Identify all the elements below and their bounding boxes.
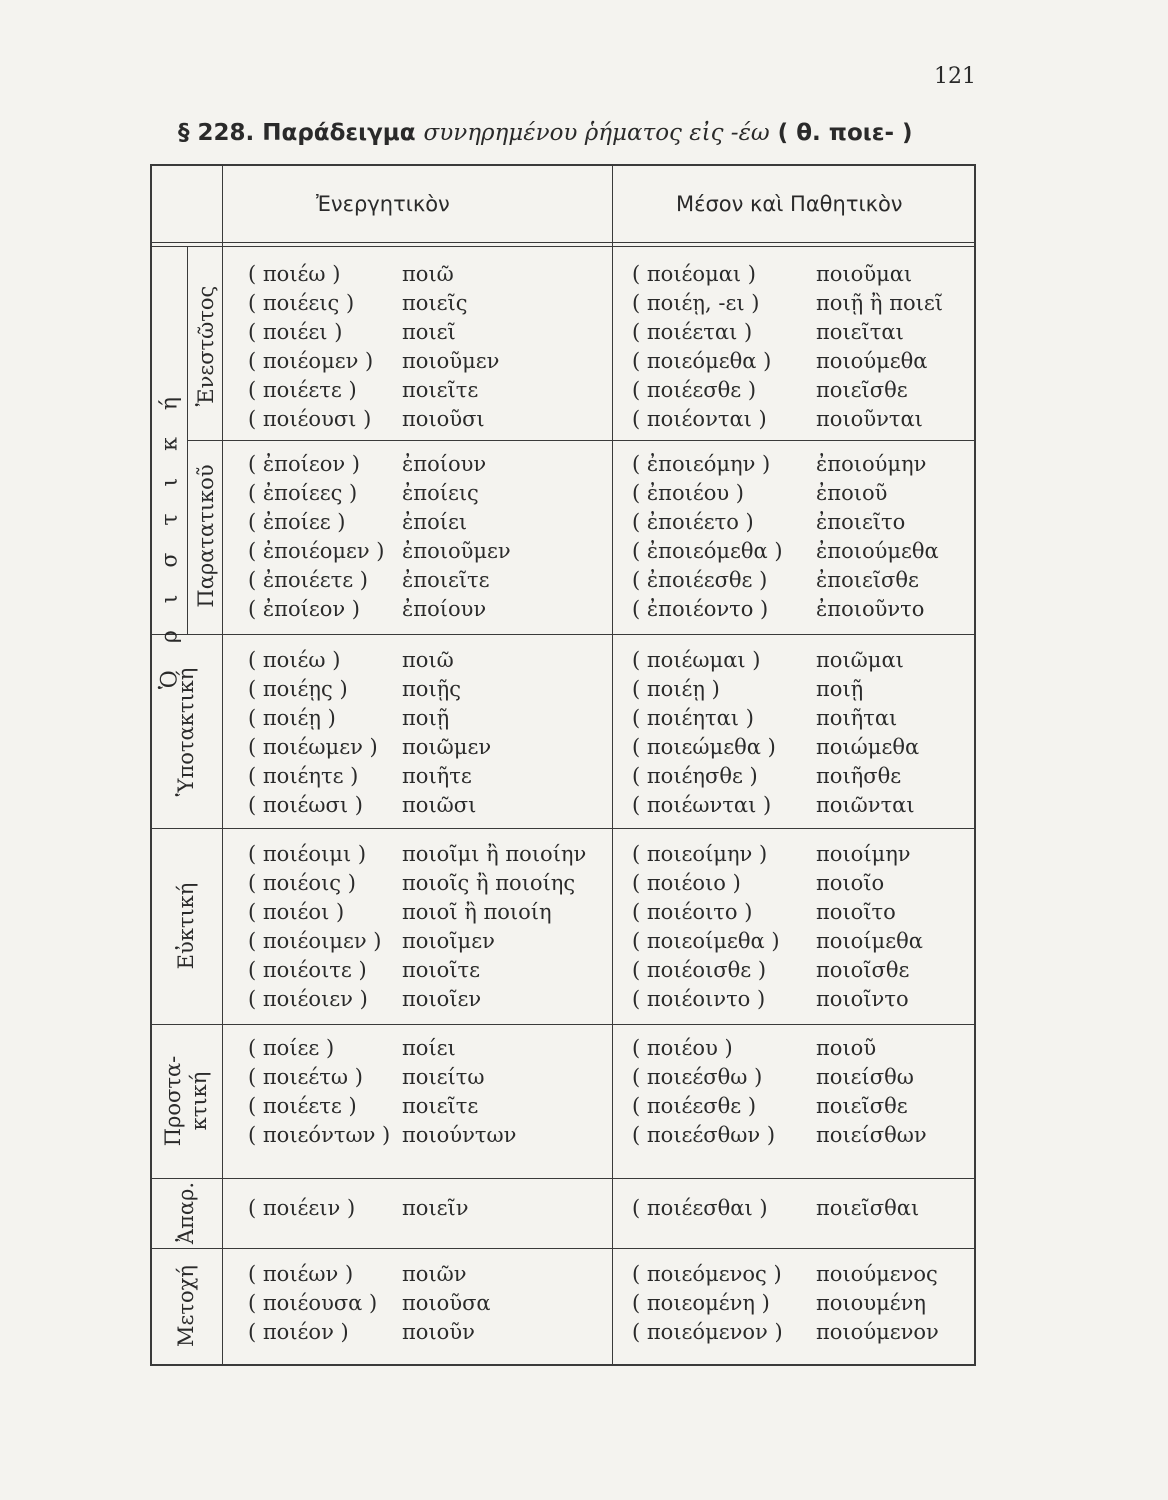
- metoche-active-row3-uncontracted: ( ποιέον ): [248, 1320, 349, 1344]
- enestotos-middle-row1-contracted: ποιοῦμαι: [816, 262, 913, 286]
- label-metoche: Μετοχή: [174, 1265, 198, 1347]
- paratatikou-active-row1-contracted: ἐποίουν: [402, 452, 487, 476]
- euktike-middle-row4-contracted: ποιοίμεθα: [816, 929, 923, 953]
- euktike-middle-row1-uncontracted: ( ποιεοίμην ): [632, 842, 768, 866]
- label-aparemfatos: Ἀπαρ.: [174, 1181, 198, 1245]
- aparemfatos-middle-row1-uncontracted: ( ποιέεσθαι ): [632, 1196, 768, 1220]
- euktike-active-row5-contracted: ποιοῖτε: [402, 958, 481, 982]
- prostaktike-middle-row1-uncontracted: ( ποιέου ): [632, 1036, 733, 1060]
- paratatikou-middle-row3-contracted: ἐποιεῖτο: [816, 510, 906, 534]
- prostaktike-middle-row3-uncontracted: ( ποιέεσθε ): [632, 1094, 757, 1118]
- label-paratatikou: Παρατατικοῦ: [194, 464, 218, 608]
- paratatikou-active-row2-uncontracted: ( ἐποίεες ): [248, 481, 358, 505]
- ypotaktike-active-row6-uncontracted: ( ποιέωσι ): [248, 793, 363, 817]
- paratatikou-middle-row5-contracted: ἐποιεῖσθε: [816, 568, 919, 592]
- metoche-active-row1-contracted: ποιῶν: [402, 1262, 467, 1286]
- euktike-active-row1-contracted: ποιοῖμι ἢ ποιοίην: [402, 842, 587, 866]
- metoche-active-row1-uncontracted: ( ποιέων ): [248, 1262, 354, 1286]
- enestotos-active-row6-contracted: ποιοῦσι: [402, 407, 485, 431]
- euktike-middle-row2-contracted: ποιοῖο: [816, 871, 885, 895]
- prostaktike-active-row1-uncontracted: ( ποίεε ): [248, 1036, 335, 1060]
- prostaktike-middle-row4-uncontracted: ( ποιεέσθων ): [632, 1123, 776, 1147]
- paratatikou-active-row5-contracted: ἐποιεῖτε: [402, 568, 490, 592]
- ypotaktike-active-row2-contracted: ποιῇς: [402, 677, 462, 701]
- paratatikou-active-row3-contracted: ἐποίει: [402, 510, 468, 534]
- prostaktike-active-row2-contracted: ποιείτω: [402, 1065, 485, 1089]
- ypotaktike-active-row3-contracted: ποιῇ: [402, 706, 450, 730]
- enestotos-middle-row3-contracted: ποιεῖται: [816, 320, 904, 344]
- ypotaktike-middle-row4-uncontracted: ( ποιεώμεθα ): [632, 735, 776, 759]
- euktike-active-row6-contracted: ποιοῖεν: [402, 987, 482, 1011]
- metoche-middle-row2-contracted: ποιουμένη: [816, 1291, 926, 1315]
- prostaktike-active-row3-contracted: ποιεῖτε: [402, 1094, 479, 1118]
- enestotos-active-row5-contracted: ποιεῖτε: [402, 378, 479, 402]
- paratatikou-middle-row2-uncontracted: ( ἐποιέου ): [632, 481, 744, 505]
- paratatikou-active-row4-contracted: ἐποιοῦμεν: [402, 539, 511, 563]
- rule-label-data: [222, 166, 223, 1364]
- ypotaktike-middle-row5-contracted: ποιῆσθε: [816, 764, 902, 788]
- heading-italic: συνηρημένου ῥήματος εἰς -έω: [423, 120, 770, 146]
- prostaktike-active-row4-uncontracted: ( ποιεόντων ): [248, 1123, 391, 1147]
- euktike-active-row3-contracted: ποιοῖ ἢ ποιοίη: [402, 900, 552, 924]
- label-prostaktike: [160, 1056, 212, 1147]
- euktike-active-row2-contracted: ποιοῖς ἢ ποιοίης: [402, 871, 576, 895]
- enestotos-active-row5-uncontracted: ( ποιέετε ): [248, 378, 357, 402]
- paratatikou-middle-row5-uncontracted: ( ἐποιέεσθε ): [632, 568, 768, 592]
- prostaktike-middle-row2-contracted: ποιείσθω: [816, 1065, 914, 1089]
- ypotaktike-active-row4-contracted: ποιῶμεν: [402, 735, 492, 759]
- metoche-active-row2-uncontracted: ( ποιέουσα ): [248, 1291, 378, 1315]
- header-rule-2: [152, 246, 974, 247]
- metoche-middle-row1-uncontracted: ( ποιεόμενος ): [632, 1262, 782, 1286]
- euktike-active-row2-uncontracted: ( ποιέοις ): [248, 871, 356, 895]
- heading-suffix: ( θ. ποιε- ): [769, 120, 913, 146]
- column-header-active: Ἐνεργητικὸν: [316, 192, 450, 216]
- euktike-active-row6-uncontracted: ( ποιέοιεν ): [248, 987, 368, 1011]
- ypotaktike-middle-row6-contracted: ποιῶνται: [816, 793, 915, 817]
- paratatikou-active-row6-uncontracted: ( ἐποίεον ): [248, 597, 360, 621]
- enestotos-active-row1-contracted: ποιῶ: [402, 262, 454, 286]
- ypotaktike-active-row4-uncontracted: ( ποιέωμεν ): [248, 735, 378, 759]
- prostaktike-middle-row3-contracted: ποιεῖσθε: [816, 1094, 908, 1118]
- prostaktike-active-row2-uncontracted: ( ποιεέτω ): [248, 1065, 363, 1089]
- enestotos-middle-row2-contracted: ποιῇ ἢ ποιεῖ: [816, 291, 943, 315]
- ypotaktike-middle-row1-contracted: ποιῶμαι: [816, 648, 904, 672]
- aparemfatos-active-row1-uncontracted: ( ποιέειν ): [248, 1196, 356, 1220]
- paratatikou-active-row6-contracted: ἐποίουν: [402, 597, 487, 621]
- ypotaktike-middle-row2-contracted: ποιῇ: [816, 677, 864, 701]
- conjugation-table: [150, 164, 976, 1366]
- paratatikou-middle-row1-contracted: ἐποιούμην: [816, 452, 927, 476]
- enestotos-active-row2-contracted: ποιεῖς: [402, 291, 468, 315]
- ypotaktike-middle-row5-uncontracted: ( ποιέησθε ): [632, 764, 758, 788]
- enestotos-middle-row3-uncontracted: ( ποιέεται ): [632, 320, 753, 344]
- ypotaktike-middle-row6-uncontracted: ( ποιέωνται ): [632, 793, 772, 817]
- enestotos-middle-row6-uncontracted: ( ποιέονται ): [632, 407, 767, 431]
- paratatikou-middle-row6-contracted: ἐποιοῦντο: [816, 597, 925, 621]
- label-ypotaktike: Ὑποτακτική: [174, 667, 198, 797]
- aparemfatos-active-row1-contracted: ποιεῖν: [402, 1196, 469, 1220]
- ypotaktike-middle-row1-uncontracted: ( ποιέωμαι ): [632, 648, 761, 672]
- euktike-middle-row6-contracted: ποιοῖντο: [816, 987, 909, 1011]
- paratatikou-active-row3-uncontracted: ( ἐποίεε ): [248, 510, 346, 534]
- enestotos-middle-row5-uncontracted: ( ποιέεσθε ): [632, 378, 757, 402]
- ypotaktike-active-row1-uncontracted: ( ποιέω ): [248, 648, 341, 672]
- enestotos-middle-row5-contracted: ποιεῖσθε: [816, 378, 908, 402]
- euktike-middle-row4-uncontracted: ( ποιεοίμεθα ): [632, 929, 780, 953]
- metoche-active-row2-contracted: ποιοῦσα: [402, 1291, 491, 1315]
- paratatikou-middle-row4-contracted: ἐποιούμεθα: [816, 539, 939, 563]
- enestotos-middle-row2-uncontracted: ( ποιέῃ, -ει ): [632, 291, 760, 315]
- ypotaktike-middle-row2-uncontracted: ( ποιέῃ ): [632, 677, 720, 701]
- enestotos-middle-row4-uncontracted: ( ποιεόμεθα ): [632, 349, 772, 373]
- paratatikou-active-row4-uncontracted: ( ἐποιέομεν ): [248, 539, 385, 563]
- euktike-middle-row5-uncontracted: ( ποιέοισθε ): [632, 958, 767, 982]
- metoche-middle-row3-uncontracted: ( ποιεόμενον ): [632, 1320, 783, 1344]
- metoche-middle-row1-contracted: ποιούμενος: [816, 1262, 938, 1286]
- euktike-middle-row1-contracted: ποιοίμην: [816, 842, 911, 866]
- prostaktike-middle-row4-contracted: ποιείσθων: [816, 1123, 927, 1147]
- paratatikou-middle-row1-uncontracted: ( ἐποιεόμην ): [632, 452, 771, 476]
- enestotos-active-row4-contracted: ποιοῦμεν: [402, 349, 500, 373]
- ypotaktike-active-row2-uncontracted: ( ποιέῃς ): [248, 677, 348, 701]
- paratatikou-active-row2-contracted: ἐποίεις: [402, 481, 479, 505]
- page-number: 121: [934, 64, 976, 89]
- label-enestotos: Ἐνεστῶτος: [194, 285, 218, 407]
- metoche-middle-row3-contracted: ποιούμενον: [816, 1320, 939, 1344]
- rule-after-oristike: [152, 634, 974, 635]
- ypotaktike-middle-row4-contracted: ποιώμεθα: [816, 735, 920, 759]
- ypotaktike-active-row3-uncontracted: ( ποιέῃ ): [248, 706, 336, 730]
- prostaktike-middle-row1-contracted: ποιοῦ: [816, 1036, 877, 1060]
- ypotaktike-middle-row3-uncontracted: ( ποιέηται ): [632, 706, 754, 730]
- aparemfatos-middle-row1-contracted: ποιεῖσθαι: [816, 1196, 920, 1220]
- enestotos-middle-row4-contracted: ποιούμεθα: [816, 349, 928, 373]
- heading-prefix: § 228. Παράδειγμα: [178, 120, 424, 146]
- rule-after-prostaktike: [152, 1178, 974, 1179]
- enestotos-active-row1-uncontracted: ( ποιέω ): [248, 262, 341, 286]
- enestotos-active-row3-uncontracted: ( ποιέει ): [248, 320, 343, 344]
- enestotos-active-row6-uncontracted: ( ποιέουσι ): [248, 407, 372, 431]
- paratatikou-middle-row4-uncontracted: ( ἐποιεόμεθα ): [632, 539, 783, 563]
- paratatikou-middle-row3-uncontracted: ( ἐποιέετο ): [632, 510, 754, 534]
- prostaktike-middle-row2-uncontracted: ( ποιεέσθω ): [632, 1065, 763, 1089]
- label-prostaktike-line1: Προστα-: [161, 1055, 185, 1147]
- label-oristike: Ὁ ρ ι σ τ ι κ ή: [157, 386, 183, 690]
- euktike-middle-row3-contracted: ποιοῖτο: [816, 900, 896, 924]
- prostaktike-active-row1-contracted: ποίει: [402, 1036, 456, 1060]
- euktike-active-row5-uncontracted: ( ποιέοιτε ): [248, 958, 367, 982]
- euktike-active-row4-uncontracted: ( ποιέοιμεν ): [248, 929, 382, 953]
- metoche-middle-row2-uncontracted: ( ποιεομένη ): [632, 1291, 770, 1315]
- label-euktike: Εὐκτική: [174, 882, 198, 970]
- rule-enestotos-paratatikou: [187, 440, 974, 441]
- ypotaktike-active-row1-contracted: ποιῶ: [402, 648, 454, 672]
- ypotaktike-active-row5-uncontracted: ( ποιέητε ): [248, 764, 359, 788]
- paratatikou-middle-row2-contracted: ἐποιοῦ: [816, 481, 888, 505]
- enestotos-active-row3-contracted: ποιεῖ: [402, 320, 456, 344]
- rule-after-ypotaktike: [152, 828, 974, 829]
- header-rule-1: [152, 242, 974, 243]
- euktike-active-row4-contracted: ποιοῖμεν: [402, 929, 495, 953]
- euktike-middle-row5-contracted: ποιοῖσθε: [816, 958, 910, 982]
- prostaktike-active-row4-contracted: ποιούντων: [402, 1123, 517, 1147]
- enestotos-active-row4-uncontracted: ( ποιέομεν ): [248, 349, 374, 373]
- euktike-active-row1-uncontracted: ( ποιέοιμι ): [248, 842, 367, 866]
- section-heading: [178, 120, 913, 146]
- paratatikou-active-row1-uncontracted: ( ἐποίεον ): [248, 452, 360, 476]
- ypotaktike-active-row6-contracted: ποιῶσι: [402, 793, 477, 817]
- rule-label-columns: [187, 246, 188, 634]
- column-header-middle-passive: Μέσον καὶ Παθητικὸν: [676, 192, 903, 216]
- rule-after-euktike: [152, 1024, 974, 1025]
- rule-active-middle: [612, 166, 613, 1364]
- enestotos-middle-row1-uncontracted: ( ποιέομαι ): [632, 262, 757, 286]
- ypotaktike-middle-row3-contracted: ποιῆται: [816, 706, 898, 730]
- label-prostaktike-line2: κτική: [187, 1071, 211, 1131]
- ypotaktike-active-row5-contracted: ποιῆτε: [402, 764, 472, 788]
- paratatikou-middle-row6-uncontracted: ( ἐποιέοντο ): [632, 597, 769, 621]
- euktike-middle-row3-uncontracted: ( ποιέοιτο ): [632, 900, 753, 924]
- euktike-active-row3-uncontracted: ( ποιέοι ): [248, 900, 345, 924]
- enestotos-active-row2-uncontracted: ( ποιέεις ): [248, 291, 355, 315]
- paratatikou-active-row5-uncontracted: ( ἐποιέετε ): [248, 568, 368, 592]
- prostaktike-active-row3-uncontracted: ( ποιέετε ): [248, 1094, 357, 1118]
- metoche-active-row3-contracted: ποιοῦν: [402, 1320, 475, 1344]
- euktike-middle-row2-uncontracted: ( ποιέοιο ): [632, 871, 741, 895]
- euktike-middle-row6-uncontracted: ( ποιέοιντο ): [632, 987, 766, 1011]
- enestotos-middle-row6-contracted: ποιοῦνται: [816, 407, 923, 431]
- rule-after-aparemfatos: [152, 1248, 974, 1249]
